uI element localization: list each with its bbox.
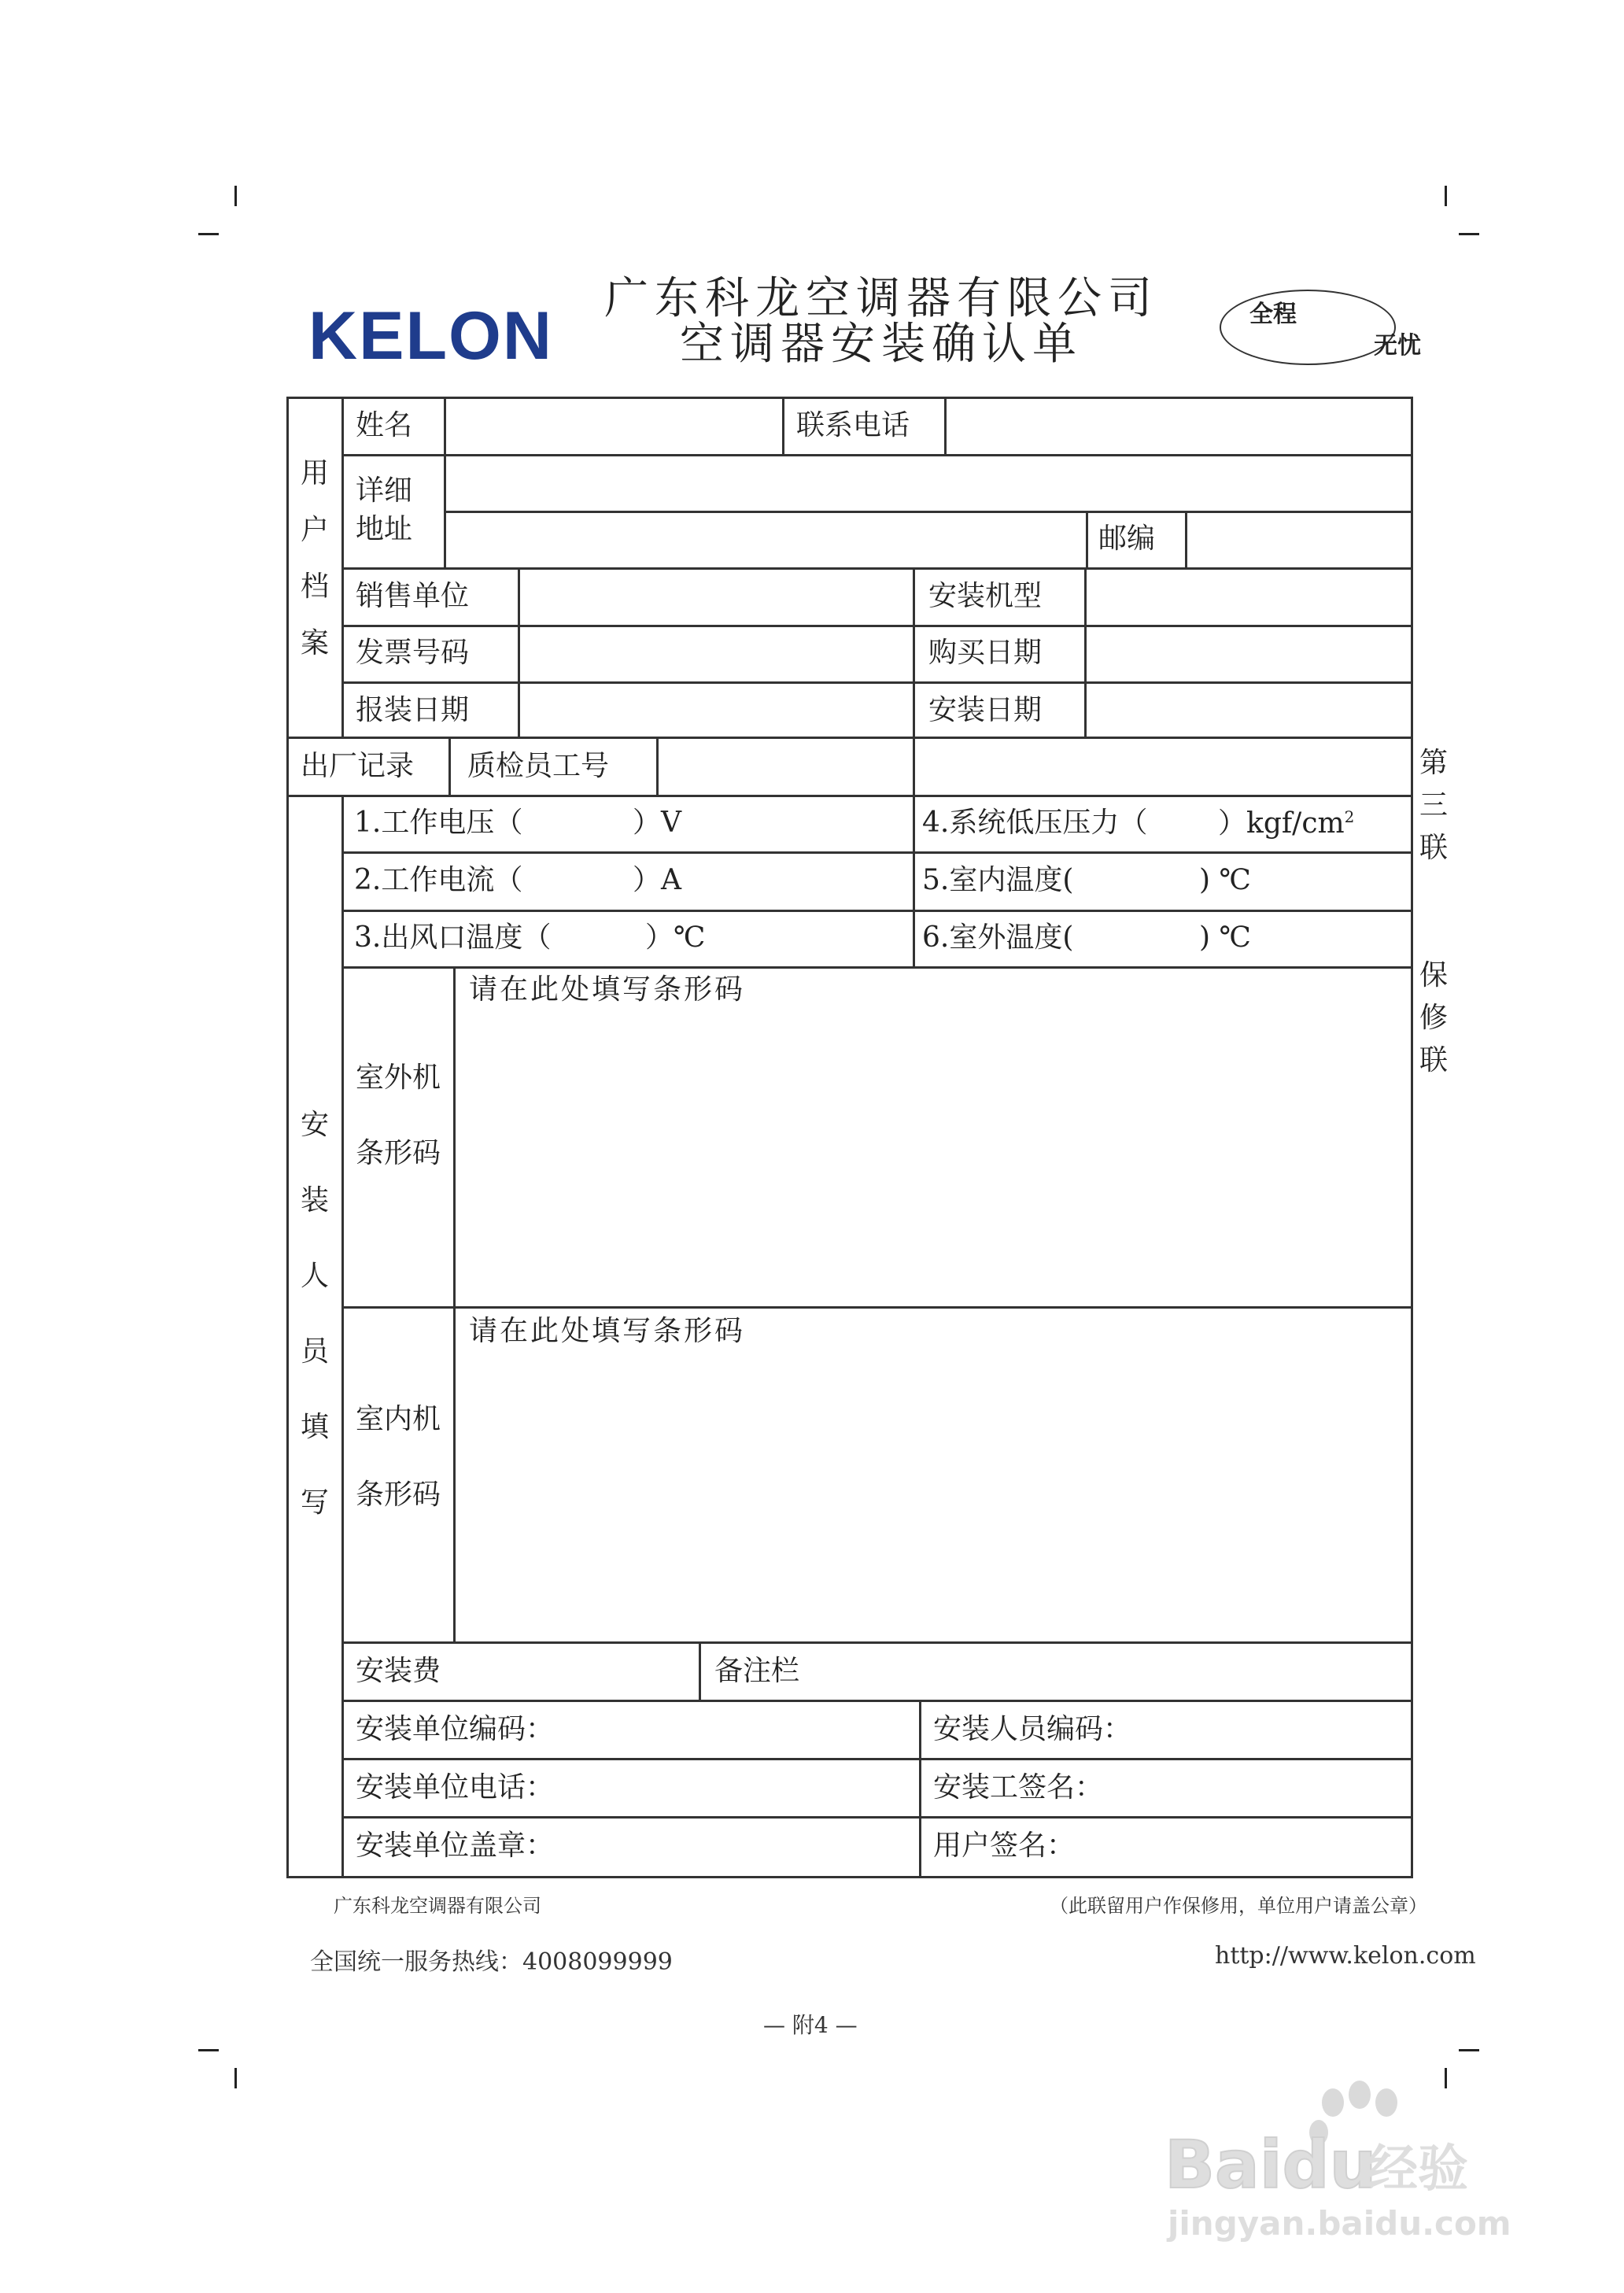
postcode-field[interactable] (1188, 514, 1408, 566)
outdoor-barcode-field[interactable] (456, 969, 1408, 1305)
report-date-field[interactable] (521, 685, 911, 735)
outlet-temp-label: 3.出风口温度（ (354, 921, 552, 954)
outdoor-temp-label: 6.室外温度( (922, 921, 1074, 954)
crop-mark (234, 2068, 237, 2088)
indoor-temp-unit: ) ℃ (1199, 864, 1251, 896)
baidu-watermark (1157, 2070, 1550, 2251)
outdoor-barcode-hint: 请在此处填写条形码 (469, 973, 746, 1006)
crop-mark (234, 186, 237, 206)
indoor-temp-label: 5.室内温度( (922, 864, 1074, 896)
unit-code-label: 安装单位编码： (356, 1713, 555, 1745)
crop-mark (198, 2049, 219, 2051)
footer-company: 广东科龙空调器有限公司 (334, 1895, 541, 1917)
postcode-label: 邮编 (1098, 522, 1156, 555)
outdoor-barcode-label-2: 条形码 (356, 1137, 441, 1169)
footer-hotline: 全国统一服务热线：4008099999 (310, 1948, 673, 1976)
kelon-logo: KELON (308, 298, 553, 374)
dealer-field[interactable] (521, 570, 911, 622)
factory-record-label: 出厂记录 (301, 750, 415, 782)
address-label-1: 详细 (356, 474, 413, 507)
watermark-brand: Baidu (1164, 2126, 1377, 2203)
worker-sign-label: 安装工签名： (933, 1771, 1104, 1804)
page-number: — 附4 — (763, 2012, 858, 2038)
form-title: 空调器安装确认单 (680, 319, 1083, 370)
crop-mark (1459, 2049, 1479, 2051)
remarks-label: 备注栏 (714, 1655, 800, 1687)
model-field[interactable] (1087, 570, 1408, 622)
footer-note: （此联留用户作保修用，单位用户请盖公章） (1050, 1895, 1427, 1917)
footer-url[interactable]: http://www.kelon.com (1215, 1942, 1476, 1970)
phone-label: 联系电话 (796, 409, 910, 441)
address-field[interactable] (447, 457, 1408, 509)
name-label: 姓名 (356, 409, 413, 441)
watermark-url: jingyan.baidu.com (1168, 2204, 1511, 2243)
name-field[interactable] (447, 400, 781, 453)
indoor-barcode-hint: 请在此处填写条形码 (469, 1315, 746, 1347)
indoor-barcode-field[interactable] (456, 1309, 1408, 1640)
crop-mark (1445, 186, 1447, 206)
report-date-label: 报装日期 (356, 694, 470, 726)
unit-seal-label: 安装单位盖章： (356, 1830, 555, 1862)
model-label: 安装机型 (928, 580, 1043, 612)
dealer-label: 销售单位 (356, 580, 470, 612)
crop-mark (198, 233, 219, 235)
install-date-label: 安装日期 (928, 694, 1043, 726)
outdoor-temp-unit: ) ℃ (1199, 921, 1251, 954)
install-date-field[interactable] (1087, 685, 1408, 735)
badge-text-right: 无忧 (1374, 332, 1421, 360)
low-pressure-label: 4.系统低压压力（ (922, 807, 1148, 839)
outdoor-barcode-label-1: 室外机 (356, 1062, 441, 1094)
current-unit: ）A (633, 864, 681, 896)
current-label: 2.工作电流（ (354, 864, 523, 896)
outlet-temp-unit: ）℃ (645, 921, 706, 954)
company-name: 广东科龙空调器有限公司 (604, 273, 1158, 324)
unit-phone-label: 安装单位电话： (356, 1771, 555, 1804)
indoor-barcode-label-1: 室内机 (356, 1403, 441, 1435)
inspector-field[interactable] (659, 740, 911, 793)
user-sign-label: 用户签名： (933, 1830, 1076, 1862)
invoice-field[interactable] (521, 628, 911, 680)
badge-oval (1220, 290, 1396, 365)
watermark-cn: 经验 (1367, 2140, 1468, 2199)
voltage-label: 1.工作电压（ (354, 807, 523, 839)
badge-text-left: 全程 (1249, 301, 1297, 328)
address-label-2: 地址 (356, 513, 413, 545)
voltage-unit: ）V (633, 807, 681, 839)
inspector-label: 质检员工号 (467, 750, 610, 782)
purchase-date-field[interactable] (1087, 628, 1408, 680)
install-fee-label: 安装费 (356, 1655, 441, 1687)
invoice-label: 发票号码 (356, 637, 470, 669)
purchase-date-label: 购买日期 (928, 637, 1043, 669)
staff-code-label: 安装人员编码： (933, 1713, 1132, 1745)
pressure-unit: ）$kgf/cm^2$ (1218, 807, 1355, 840)
indoor-barcode-label-2: 条形码 (356, 1479, 441, 1511)
crop-mark (1459, 233, 1479, 235)
phone-field[interactable] (947, 400, 1408, 453)
